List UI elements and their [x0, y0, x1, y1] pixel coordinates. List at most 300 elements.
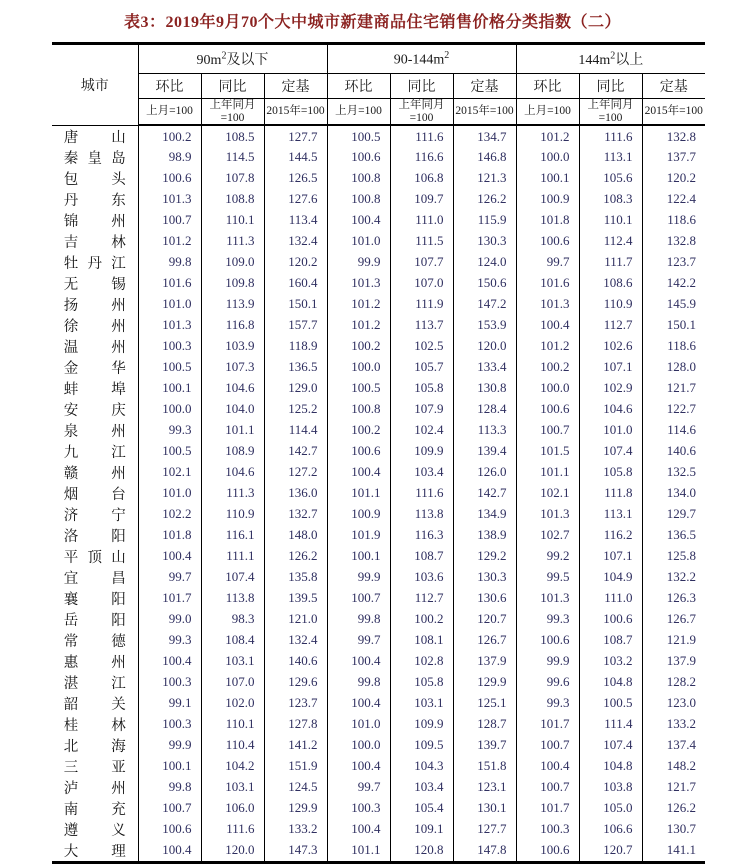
index-value-cell: 129.0	[264, 378, 327, 399]
index-value-cell: 129.2	[453, 546, 516, 567]
city-name-text: 南 充	[63, 801, 126, 818]
table-row	[52, 273, 705, 294]
index-value-cell: 104.6	[579, 399, 642, 420]
table-row	[52, 462, 705, 483]
city-name	[52, 189, 138, 210]
index-value-cell: 107.3	[201, 357, 264, 378]
city-name-text: 唐 山	[63, 129, 126, 146]
index-value-cell: 139.4	[453, 441, 516, 462]
table-row	[52, 798, 705, 819]
index-value-cell: 108.9	[201, 441, 264, 462]
index-value-cell: 100.9	[516, 189, 579, 210]
index-value-cell: 111.6	[390, 125, 453, 147]
index-value-cell: 100.3	[516, 819, 579, 840]
table-row	[52, 168, 705, 189]
index-value-cell: 133.2	[642, 714, 705, 735]
index-value-cell: 101.0	[327, 231, 390, 252]
index-value-cell: 112.7	[579, 315, 642, 336]
subheader-yoy: 同比	[579, 74, 642, 99]
index-value-cell: 132.4	[264, 630, 327, 651]
index-value-cell: 99.8	[138, 252, 201, 273]
group-label: 90-144m	[393, 52, 445, 68]
index-value-cell: 111.1	[201, 546, 264, 567]
basis-row	[52, 99, 705, 126]
index-value-cell: 100.8	[327, 189, 390, 210]
index-value-cell: 101.3	[138, 189, 201, 210]
table-row	[52, 441, 705, 462]
city-name	[52, 840, 138, 863]
index-value-cell: 99.7	[516, 252, 579, 273]
index-value-cell: 128.4	[453, 399, 516, 420]
city-name-text: 平 顶 山	[63, 549, 126, 566]
index-value-cell: 102.8	[390, 651, 453, 672]
index-value-cell: 100.7	[516, 420, 579, 441]
city-name	[52, 609, 138, 630]
index-value-cell: 104.0	[201, 399, 264, 420]
group-header-144-above	[516, 44, 705, 74]
city-name	[52, 210, 138, 231]
index-value-cell: 130.3	[453, 231, 516, 252]
table-body	[52, 125, 705, 862]
index-value-cell: 113.7	[390, 315, 453, 336]
index-value-cell: 132.8	[642, 231, 705, 252]
index-value-cell: 101.2	[516, 125, 579, 147]
index-value-cell: 101.7	[138, 588, 201, 609]
index-value-cell: 98.9	[138, 147, 201, 168]
index-value-cell: 101.3	[327, 273, 390, 294]
index-value-cell: 99.8	[138, 777, 201, 798]
city-name	[52, 378, 138, 399]
index-value-cell: 101.7	[516, 798, 579, 819]
table-row	[52, 525, 705, 546]
index-value-cell: 140.6	[642, 441, 705, 462]
index-value-cell: 103.4	[390, 777, 453, 798]
index-value-cell: 100.1	[138, 378, 201, 399]
table-row	[52, 420, 705, 441]
index-value-cell: 108.3	[579, 189, 642, 210]
index-value-cell: 113.8	[390, 504, 453, 525]
index-value-cell: 128.2	[642, 672, 705, 693]
index-value-cell: 111.7	[579, 252, 642, 273]
index-value-cell: 111.9	[390, 294, 453, 315]
index-value-cell: 142.2	[642, 273, 705, 294]
basis-2015: 2015年=100	[453, 99, 516, 126]
index-value-cell: 108.5	[201, 125, 264, 147]
index-value-cell: 101.6	[138, 273, 201, 294]
index-value-cell: 115.9	[453, 210, 516, 231]
index-value-cell: 129.9	[453, 672, 516, 693]
index-value-cell: 100.7	[138, 210, 201, 231]
city-name	[52, 630, 138, 651]
city-name-text: 洛 阳	[63, 528, 126, 545]
index-value-cell: 122.7	[642, 399, 705, 420]
index-value-cell: 101.3	[516, 504, 579, 525]
index-value-cell: 103.6	[390, 567, 453, 588]
group-label-suffix: 及以下	[226, 53, 269, 68]
index-value-cell: 101.5	[516, 441, 579, 462]
index-value-cell: 120.2	[642, 168, 705, 189]
index-value-cell: 123.0	[642, 693, 705, 714]
index-value-cell: 101.1	[516, 462, 579, 483]
index-value-cell: 114.5	[201, 147, 264, 168]
table-row	[52, 294, 705, 315]
index-value-cell: 104.8	[579, 756, 642, 777]
index-value-cell: 150.1	[264, 294, 327, 315]
basis-prev-month: 上月=100	[138, 99, 201, 126]
city-name	[52, 294, 138, 315]
index-value-cell: 126.2	[453, 189, 516, 210]
city-name	[52, 168, 138, 189]
index-value-cell: 120.0	[453, 336, 516, 357]
index-value-cell: 135.8	[264, 567, 327, 588]
index-value-cell: 113.8	[201, 588, 264, 609]
index-value-cell: 127.7	[453, 819, 516, 840]
index-value-cell: 100.2	[390, 609, 453, 630]
index-value-cell: 105.8	[390, 378, 453, 399]
index-value-cell: 111.3	[201, 231, 264, 252]
city-name-text: 湛 江	[63, 675, 126, 692]
index-value-cell: 142.7	[264, 441, 327, 462]
city-name-text: 泉 州	[63, 423, 126, 440]
index-value-cell: 130.1	[453, 798, 516, 819]
index-value-cell: 101.1	[327, 840, 390, 863]
subheader-yoy: 同比	[390, 74, 453, 99]
group-label: 90m	[196, 53, 222, 68]
index-value-cell: 139.7	[453, 735, 516, 756]
index-value-cell: 101.2	[327, 294, 390, 315]
index-value-cell: 100.2	[138, 125, 201, 147]
index-value-cell: 124.0	[453, 252, 516, 273]
index-value-cell: 123.7	[264, 693, 327, 714]
table-row	[52, 819, 705, 840]
index-value-cell: 105.4	[390, 798, 453, 819]
index-value-cell: 100.6	[327, 147, 390, 168]
index-value-cell: 102.1	[138, 462, 201, 483]
index-value-cell: 107.1	[579, 357, 642, 378]
city-name-text: 牡 丹 江	[63, 255, 126, 272]
index-value-cell: 128.0	[642, 357, 705, 378]
index-value-cell: 109.9	[390, 441, 453, 462]
index-value-cell: 110.1	[201, 714, 264, 735]
index-value-cell: 99.3	[138, 420, 201, 441]
index-value-cell: 148.2	[642, 756, 705, 777]
index-value-cell: 99.7	[327, 630, 390, 651]
index-value-cell: 103.4	[390, 462, 453, 483]
subheader-fixed-base: 定基	[453, 74, 516, 99]
index-value-cell: 109.8	[201, 273, 264, 294]
group-header-90-144	[327, 44, 516, 74]
index-value-cell: 130.6	[453, 588, 516, 609]
index-value-cell: 100.7	[327, 588, 390, 609]
table-row	[52, 483, 705, 504]
index-value-cell: 134.9	[453, 504, 516, 525]
city-name-text: 锦 州	[63, 213, 126, 230]
table-row	[52, 840, 705, 863]
index-value-cell: 111.8	[579, 483, 642, 504]
city-name	[52, 735, 138, 756]
index-value-cell: 99.6	[516, 672, 579, 693]
index-value-cell: 120.7	[579, 840, 642, 863]
city-name-text: 惠 州	[63, 654, 126, 671]
index-value-cell: 101.3	[516, 294, 579, 315]
index-value-cell: 100.8	[327, 168, 390, 189]
city-name-text: 宜 昌	[63, 570, 126, 587]
index-value-cell: 100.4	[327, 462, 390, 483]
index-value-cell: 105.8	[579, 462, 642, 483]
index-value-cell: 110.9	[201, 504, 264, 525]
subheader-yoy: 同比	[201, 74, 264, 99]
city-name-text: 泸 州	[63, 780, 126, 797]
index-value-cell: 132.4	[264, 231, 327, 252]
index-value-cell: 100.5	[579, 693, 642, 714]
index-value-cell: 100.0	[327, 735, 390, 756]
city-name-text: 桂 林	[63, 717, 126, 734]
index-value-cell: 100.0	[327, 357, 390, 378]
index-value-cell: 151.8	[453, 756, 516, 777]
index-value-cell: 100.0	[516, 147, 579, 168]
index-value-cell: 100.4	[327, 210, 390, 231]
index-value-cell: 101.2	[327, 315, 390, 336]
index-value-cell: 101.0	[579, 420, 642, 441]
index-value-cell: 104.2	[201, 756, 264, 777]
basis-same-month-last-year: 上年同月=100	[390, 99, 453, 126]
city-name	[52, 546, 138, 567]
index-value-cell: 150.1	[642, 315, 705, 336]
city-name	[52, 756, 138, 777]
city-name	[52, 315, 138, 336]
index-value-cell: 100.6	[516, 840, 579, 863]
index-value-cell: 100.7	[516, 777, 579, 798]
index-value-cell: 107.0	[201, 672, 264, 693]
index-value-cell: 118.6	[642, 210, 705, 231]
city-name	[52, 693, 138, 714]
index-value-cell: 134.0	[642, 483, 705, 504]
city-name-text: 徐 州	[63, 318, 126, 335]
index-value-cell: 101.0	[138, 483, 201, 504]
index-value-cell: 103.8	[579, 777, 642, 798]
index-value-cell: 101.3	[516, 588, 579, 609]
index-value-cell: 127.2	[264, 462, 327, 483]
city-name-text: 蚌 埠	[63, 381, 126, 398]
index-value-cell: 100.6	[138, 168, 201, 189]
index-value-cell: 121.0	[264, 609, 327, 630]
index-value-cell: 100.4	[138, 840, 201, 863]
index-value-cell: 127.7	[264, 125, 327, 147]
index-value-cell: 113.9	[201, 294, 264, 315]
index-value-cell: 110.9	[579, 294, 642, 315]
index-value-cell: 103.2	[579, 651, 642, 672]
index-value-cell: 111.6	[201, 819, 264, 840]
index-value-cell: 111.5	[390, 231, 453, 252]
index-value-cell: 128.7	[453, 714, 516, 735]
index-value-cell: 133.4	[453, 357, 516, 378]
index-value-cell: 111.0	[390, 210, 453, 231]
subheader-fixed-base: 定基	[264, 74, 327, 99]
index-value-cell: 100.5	[138, 357, 201, 378]
index-value-cell: 105.6	[579, 168, 642, 189]
index-value-cell: 132.8	[642, 125, 705, 147]
table-row	[52, 672, 705, 693]
city-name	[52, 672, 138, 693]
subheader-mom: 环比	[516, 74, 579, 99]
table-row	[52, 609, 705, 630]
index-value-cell: 101.7	[516, 714, 579, 735]
index-value-cell: 138.9	[453, 525, 516, 546]
index-value-cell: 110.1	[579, 210, 642, 231]
index-value-cell: 100.2	[327, 420, 390, 441]
city-name	[52, 125, 138, 147]
index-value-cell: 100.9	[327, 504, 390, 525]
index-value-cell: 120.7	[453, 609, 516, 630]
index-value-cell: 107.4	[201, 567, 264, 588]
table-row	[52, 567, 705, 588]
city-name	[52, 483, 138, 504]
index-value-cell: 127.8	[264, 714, 327, 735]
table-row	[52, 147, 705, 168]
city-name	[52, 252, 138, 273]
table-row	[52, 378, 705, 399]
index-value-cell: 100.3	[138, 672, 201, 693]
city-name-text: 济 宁	[63, 507, 126, 524]
index-value-cell: 141.1	[642, 840, 705, 863]
city-name	[52, 567, 138, 588]
index-value-cell: 102.4	[390, 420, 453, 441]
index-value-cell: 147.8	[453, 840, 516, 863]
city-name	[52, 651, 138, 672]
index-value-cell: 151.9	[264, 756, 327, 777]
index-value-cell: 100.4	[138, 546, 201, 567]
index-value-cell: 100.7	[138, 798, 201, 819]
city-name-text: 大 理	[63, 843, 126, 860]
city-name	[52, 588, 138, 609]
superscript-2: 2	[444, 49, 450, 61]
index-value-cell: 100.4	[516, 756, 579, 777]
city-name-text: 温 州	[63, 339, 126, 356]
table-row	[52, 714, 705, 735]
city-name-text: 襄 阳	[63, 591, 126, 608]
index-value-cell: 99.0	[138, 609, 201, 630]
index-value-cell: 123.1	[453, 777, 516, 798]
index-value-cell: 147.3	[264, 840, 327, 863]
index-value-cell: 106.0	[201, 798, 264, 819]
index-value-cell: 122.4	[642, 189, 705, 210]
table-header	[52, 44, 705, 126]
index-value-cell: 124.5	[264, 777, 327, 798]
index-value-cell: 103.1	[390, 693, 453, 714]
index-value-cell: 108.1	[390, 630, 453, 651]
table-row	[52, 546, 705, 567]
index-value-cell: 101.1	[201, 420, 264, 441]
index-value-cell: 100.4	[327, 819, 390, 840]
index-value-cell: 99.8	[327, 609, 390, 630]
index-value-cell: 109.7	[390, 189, 453, 210]
index-value-cell: 136.0	[264, 483, 327, 504]
group-label: 144m	[578, 53, 611, 68]
city-name-text: 秦 皇 岛	[63, 150, 126, 167]
index-value-cell: 101.2	[516, 336, 579, 357]
index-value-cell: 107.1	[579, 546, 642, 567]
index-value-cell: 100.5	[138, 441, 201, 462]
superscript-2: 2	[610, 50, 616, 62]
index-value-cell: 130.8	[453, 378, 516, 399]
city-name	[52, 798, 138, 819]
city-name	[52, 231, 138, 252]
index-value-cell: 102.0	[201, 693, 264, 714]
city-name-text: 九 江	[63, 444, 126, 461]
index-value-cell: 100.8	[327, 399, 390, 420]
index-value-cell: 120.0	[201, 840, 264, 863]
index-value-cell: 107.9	[390, 399, 453, 420]
index-value-cell: 113.4	[264, 210, 327, 231]
index-value-cell: 109.9	[390, 714, 453, 735]
index-value-cell: 108.6	[579, 273, 642, 294]
index-value-cell: 99.7	[138, 567, 201, 588]
index-value-cell: 103.1	[201, 777, 264, 798]
index-value-cell: 123.7	[642, 252, 705, 273]
index-value-cell: 116.1	[201, 525, 264, 546]
basis-2015: 2015年=100	[642, 99, 705, 126]
index-value-cell: 102.6	[579, 336, 642, 357]
index-value-cell: 104.3	[390, 756, 453, 777]
index-value-cell: 133.2	[264, 819, 327, 840]
index-value-cell: 126.2	[264, 546, 327, 567]
index-value-cell: 116.2	[579, 525, 642, 546]
index-value-cell: 134.7	[453, 125, 516, 147]
city-name	[52, 777, 138, 798]
index-value-cell: 126.7	[453, 630, 516, 651]
index-value-cell: 107.7	[390, 252, 453, 273]
basis-same-month-last-year: 上年同月=100	[579, 99, 642, 126]
table-row	[52, 357, 705, 378]
index-value-cell: 100.4	[327, 693, 390, 714]
index-value-cell: 105.8	[390, 672, 453, 693]
index-value-cell: 150.6	[453, 273, 516, 294]
index-value-cell: 125.1	[453, 693, 516, 714]
index-value-cell: 100.0	[138, 399, 201, 420]
index-value-cell: 114.6	[642, 420, 705, 441]
index-value-cell: 103.9	[201, 336, 264, 357]
index-value-cell: 98.3	[201, 609, 264, 630]
index-value-cell: 112.4	[579, 231, 642, 252]
index-value-cell: 99.8	[327, 672, 390, 693]
index-value-cell: 100.0	[516, 378, 579, 399]
index-value-cell: 113.3	[453, 420, 516, 441]
index-value-cell: 118.6	[642, 336, 705, 357]
table-row	[52, 777, 705, 798]
index-value-cell: 101.8	[516, 210, 579, 231]
index-value-cell: 130.3	[453, 567, 516, 588]
index-value-cell: 126.2	[642, 798, 705, 819]
table-row	[52, 125, 705, 147]
index-value-cell: 102.9	[579, 378, 642, 399]
index-value-cell: 109.5	[390, 735, 453, 756]
index-value-cell: 107.8	[201, 168, 264, 189]
index-value-cell: 108.4	[201, 630, 264, 651]
index-value-cell: 99.9	[516, 651, 579, 672]
index-value-cell: 100.1	[516, 168, 579, 189]
index-value-cell: 100.4	[327, 651, 390, 672]
city-name-text: 北 海	[63, 738, 126, 755]
city-name	[52, 147, 138, 168]
index-value-cell: 126.5	[264, 168, 327, 189]
index-value-cell: 112.7	[390, 588, 453, 609]
city-name	[52, 399, 138, 420]
index-value-cell: 111.6	[579, 125, 642, 147]
city-name-text: 扬 州	[63, 297, 126, 314]
city-name-text: 丹 东	[63, 192, 126, 209]
table-row	[52, 231, 705, 252]
table-row	[52, 336, 705, 357]
